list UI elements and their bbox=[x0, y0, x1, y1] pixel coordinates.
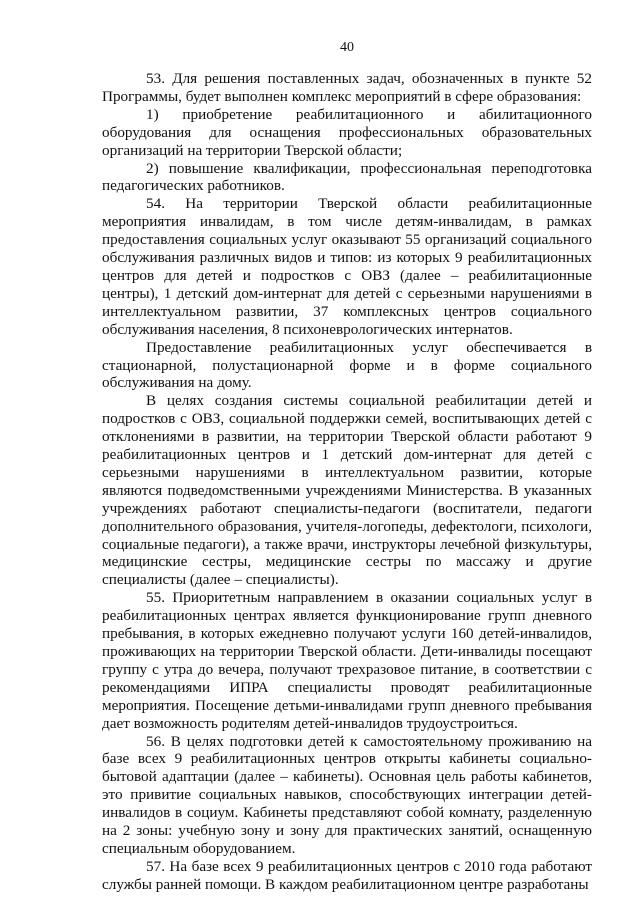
paragraph-53-item-1: 1) приобретение реабилитационного и абилитационного оборудования для оснащения профессиональных образовательных организаций на территории Тверской области; bbox=[102, 105, 592, 159]
body-text bbox=[102, 70, 592, 894]
paragraph-53-item-2: 2) повышение квалификации, профессиональная переподготовка педагогических работников. bbox=[102, 159, 592, 195]
paragraph-57: 57. На базе всех 9 реабилитационных центров с 2010 года работают службы ранней помощи. В каждом реабилитационном центре разработаны bbox=[102, 857, 592, 893]
paragraph-54-system: В целях создания системы социальной реабилитации детей и подростков с ОВЗ, социальной поддержки семей, воспитывающих детей с отклонениями в развитии, на территории Тверской области работают 9 реабилитационных центров и 1 детский дом-интернат для детей с серьезными нарушениями в интеллектуальном развитии, которые являются подведомственными учреждениями Министерства. В указанных учреждениях работают специалисты-педагоги (воспитатели, педагоги дополнительного образования, учителя-логопеды, дефектологи, психологи, социальные педагоги), а также врачи, инструкторы лечебной физкультуры, медицинские сестры, медицинские сестры по массажу и другие специалисты (далее – специалисты). bbox=[102, 392, 592, 589]
paragraph-53: 53. Для решения поставленных задач, обозначенных в пункте 52 Программы, будет выполнен комплекс мероприятий в сфере образования: bbox=[102, 70, 592, 105]
paragraph-56: 56. В целях подготовки детей к самостоятельному проживанию на базе всех 9 реабилитационных центров открыты кабинеты социально-бытовой адаптации (далее – кабинеты). Основная цель работы кабинетов, это привитие социальных навыков, способствующих интеграции детей-инвалидов в социум. Кабинеты представляют собой комнату, разделенную на 2 зоны: учебную зону и зону для практических занятий, оснащенную специальным оборудованием. bbox=[102, 732, 592, 857]
paragraph-54-services: Предоставление реабилитационных услуг обеспечивается в стационарной, полустационарной форме и в форме социального обслуживания на дому. bbox=[102, 338, 592, 392]
paragraph-54: 54. На территории Тверской области реабилитационные мероприятия инвалидам, в том числе детям-инвалидам, в рамках предоставления социальных услуг оказывают 55 организаций социального обслуживания различных видов и типов: из которых 9 реабилитационных центров для детей и подростков с ОВЗ (далее – реабилитационные центры), 1 детский дом-интернат для детей с серьезными нарушениями в интеллектуальном развитии, 37 комплексных центров социального обслуживания населения, 8 психоневрологических интернатов. bbox=[102, 195, 592, 338]
paragraph-55: 55. Приоритетным направлением в оказании социальных услуг в реабилитационных центрах является функционирование групп дневного пребывания, в которых ежедневно получают услуги 160 детей-инвалидов, проживающих на территории Тверской области. Дети-инвалиды посещают группу с утра до вечера, получают трехразовое питание, в соответствии с рекомендациями ИПРА специалисты проводят реабилитационные мероприятия. Посещение детьми-инвалидами групп дневного пребывания дает возможность родителям детей-инвалидов трудоустроиться. bbox=[102, 589, 592, 732]
page-number: 40 bbox=[340, 40, 354, 55]
